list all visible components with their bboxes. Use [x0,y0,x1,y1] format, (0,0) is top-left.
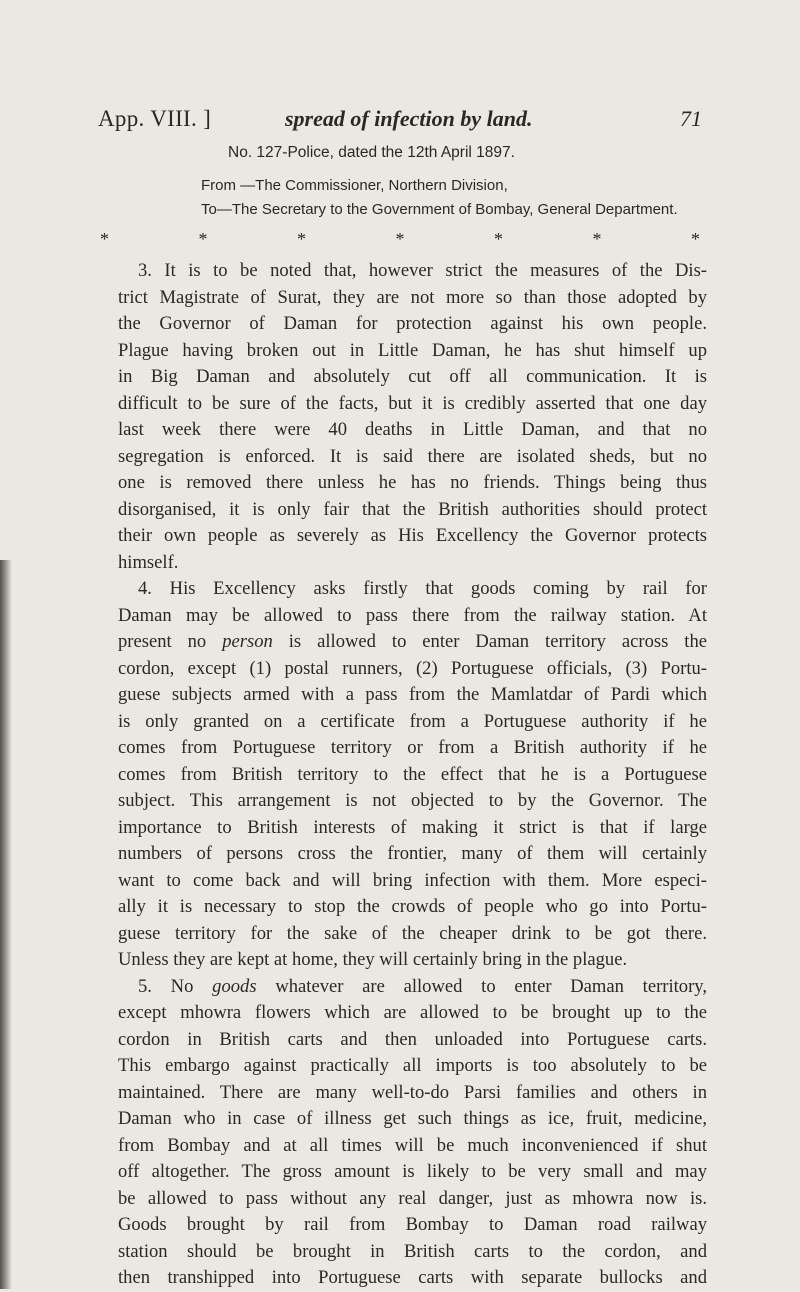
text-line: importance to British interests of making it strict is that if large [118,816,707,838]
emphasis-goods: goods [212,975,257,997]
page-header [98,106,708,136]
text-line: Plague having broken out in Little Daman, he has shut himself up [118,339,707,361]
text-line: himself. [118,551,179,573]
text-line: one is removed there unless he has no friends. Things being thus [118,472,707,493]
text-line: station should be brought in British carts to the cordon, and [118,1240,707,1262]
asterisk: * [691,229,700,249]
text-line: This embargo against practically all imports is too absolutely to be [118,1055,707,1076]
text-line: disorganised, it is only fair that the British authorities should protect [118,498,707,520]
text-line: 4. His Excellency asks firstly that goods coming by rail for [138,578,707,599]
paragraph-4 [98,576,707,974]
text-line: comes from Portuguese territory or from a British authority if he [118,737,707,758]
letter-to: To—The Secretary to the Government of Bombay, General Department. [201,201,678,218]
asterisk: * [297,229,306,249]
asterisk: * [592,229,602,249]
text-line: except mhowra flowers which are allowed to be brought up to the [118,1002,707,1023]
text-line: Daman who in case of illness get such things as ice, fruit, medicine, [118,1108,707,1129]
text-line: guese territory for the sake of the cheaper drink to be got there. [118,922,707,944]
letter-from: From —The Commissioner, Northern Division, [201,177,508,194]
text-line: cordon in British carts and then unloaded into Portuguese carts. [118,1028,707,1050]
paragraph-3 [98,258,707,576]
text-line: Unless they are kept at home, they will certainly bring in the plague. [118,949,628,970]
text-fragment: whatever are allowed to enter Daman territory, [275,975,708,997]
text-line [98,629,707,656]
text-line: be allowed to pass without any real danger, just as mhowra now is. [118,1187,707,1209]
text-line: Daman may be allowed to pass there from the railway station. At [118,604,707,626]
text-line: 3. It is to be noted that, however strict the measures of the Dis- [138,260,707,281]
text-line: guese subjects armed with a pass from the Mamlatdar of Pardi which [118,684,707,705]
text-fragment: is allowed to enter Daman territory across the [288,631,708,652]
text-line: segregation is enforced. It is said there are isolated sheds, but no [118,445,707,467]
text-line: subject. This arrangement is not objected to by the Governor. The [118,790,707,811]
text-line: difficult to be sure of the facts, but it is credibly asserted that one day [118,392,707,414]
text-fragment: present no [118,631,207,652]
text-line: then transhipped into Portuguese carts with separate bullocks and [118,1267,707,1288]
section-separator [100,229,700,253]
text-line: want to come back and will bring infection with them. More especi- [118,869,707,891]
letter-reference: No. 127-Police, dated the 12th April 1897. [228,144,515,161]
text-line: numbers of persons cross the frontier, many of them will certainly [118,843,707,864]
text-line: trict Magistrate of Surat, they are not more so than those adopted by [118,286,707,308]
text-line: in Big Daman and absolutely cut off all communication. It is [118,366,707,387]
body-text [98,258,707,1292]
emphasis-person: person [222,631,273,652]
text-line: ally it is necessary to stop the crowds of people who go into Portu- [118,896,707,917]
asterisk: * [395,229,405,249]
text-line: from Bombay and at all times will be much inconvenienced if shut [118,1134,707,1156]
text-line: the Governor of Daman for protection against his own people. [118,313,707,334]
paragraph-5 [98,974,707,1292]
text-line: off altogether. The gross amount is likely to be very small and may [118,1161,707,1182]
spine-shadow [0,560,12,1289]
asterisk: * [494,229,503,249]
text-line: Goods brought by rail from Bombay to Daman road railway [118,1214,707,1235]
text-line: their own people as severely as His Excellency the Governor protects [118,525,707,546]
text-line: last week there were 40 deaths in Little Daman, and that no [118,419,707,440]
text-fragment: 5. No [138,975,194,997]
asterisk: * [198,229,208,249]
running-title: spread of infection by land. [285,106,533,131]
text-line: maintained. There are many well-to-do Parsi families and others in [118,1081,707,1103]
running-head: App. VIII. ] [98,106,212,131]
page-number: 71 [680,106,702,131]
text-line: cordon, except (1) postal runners, (2) Portuguese officials, (3) Portu- [118,657,707,679]
text-line [98,974,707,1001]
text-line: comes from British territory to the effect that he is a Portuguese [118,763,707,785]
asterisk: * [100,229,109,249]
text-line: is only granted on a certificate from a Portuguese authority if he [118,710,707,732]
